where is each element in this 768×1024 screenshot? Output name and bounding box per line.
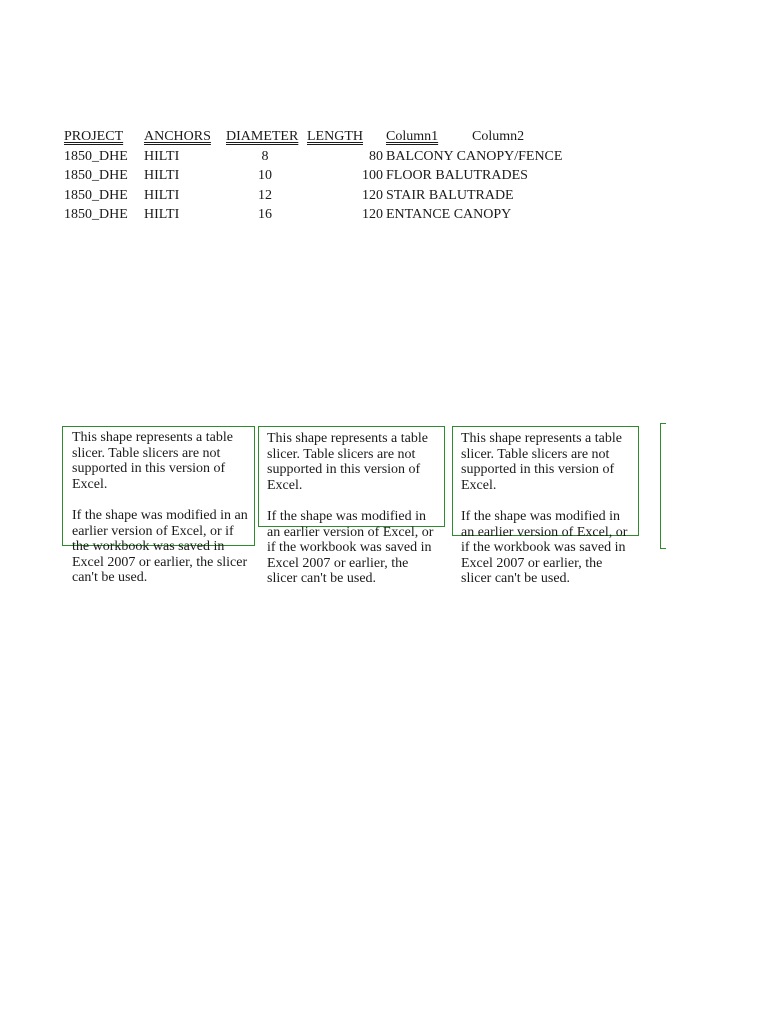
cell-project[interactable]: 1850_DHE (64, 149, 128, 164)
cell-length[interactable]: 100 (362, 168, 383, 183)
cell-anchors[interactable]: HILTI (144, 207, 180, 222)
slicer-message-paragraph: If the shape was modified in an earlier version of Excel, or if the workbook was saved in Excel 2007 or earlier, the slicer can't be used. (267, 508, 434, 587)
slicer-message (72, 430, 250, 586)
slicer-message-paragraph: This shape represents a table slicer. Table slicers are not supported in this version of Excel. (461, 431, 622, 493)
cell-project[interactable]: 1850_DHE (64, 188, 128, 203)
cell-column1[interactable]: BALCONY CANOPY/FENCE (386, 149, 563, 164)
header-column2[interactable]: Column2 (472, 129, 525, 144)
cell-diameter[interactable]: 12 (258, 188, 272, 203)
header-project[interactable]: PROJECT (64, 129, 124, 144)
header-column1[interactable]: Column1 (386, 129, 439, 144)
slicer-message-paragraph: This shape represents a table slicer. Table slicers are not supported in this version of Excel. (267, 431, 428, 493)
slicer-message (461, 431, 633, 587)
cell-length[interactable]: 120 (362, 188, 383, 203)
slicer-edge-partial[interactable] (660, 423, 666, 549)
cell-column1[interactable]: FLOOR BALUTRADES (386, 168, 528, 183)
slicer-message-paragraph: If the shape was modified in an earlier version of Excel, or if the workbook was saved in Excel 2007 or earlier, the slicer can't be used. (461, 508, 628, 587)
header-diameter[interactable]: DIAMETER (226, 129, 299, 144)
cell-length[interactable]: 80 (369, 149, 383, 164)
header-length[interactable]: LENGTH (307, 129, 363, 144)
cell-diameter[interactable]: 8 (261, 149, 269, 164)
cell-project[interactable]: 1850_DHE (64, 207, 128, 222)
slicer-message-paragraph: If the shape was modified in an earlier version of Excel, or if the workbook was saved in Excel 2007 or earlier, the slicer can't be used. (72, 507, 248, 586)
cell-anchors[interactable]: HILTI (144, 168, 180, 183)
slicer-message (267, 431, 439, 587)
data-table (64, 128, 584, 228)
cell-anchors[interactable]: HILTI (144, 149, 180, 164)
cell-column1[interactable]: ENTANCE CANOPY (386, 207, 512, 222)
cell-project[interactable]: 1850_DHE (64, 168, 128, 183)
cell-length[interactable]: 120 (362, 207, 383, 222)
cell-diameter[interactable]: 16 (258, 207, 272, 222)
slicer-message-paragraph: This shape represents a table slicer. Table slicers are not supported in this version of Excel. (72, 430, 233, 492)
header-anchors[interactable]: ANCHORS (144, 129, 211, 144)
cell-diameter[interactable]: 10 (258, 168, 272, 183)
cell-anchors[interactable]: HILTI (144, 188, 180, 203)
cell-column1[interactable]: STAIR BALUTRADE (386, 188, 514, 203)
